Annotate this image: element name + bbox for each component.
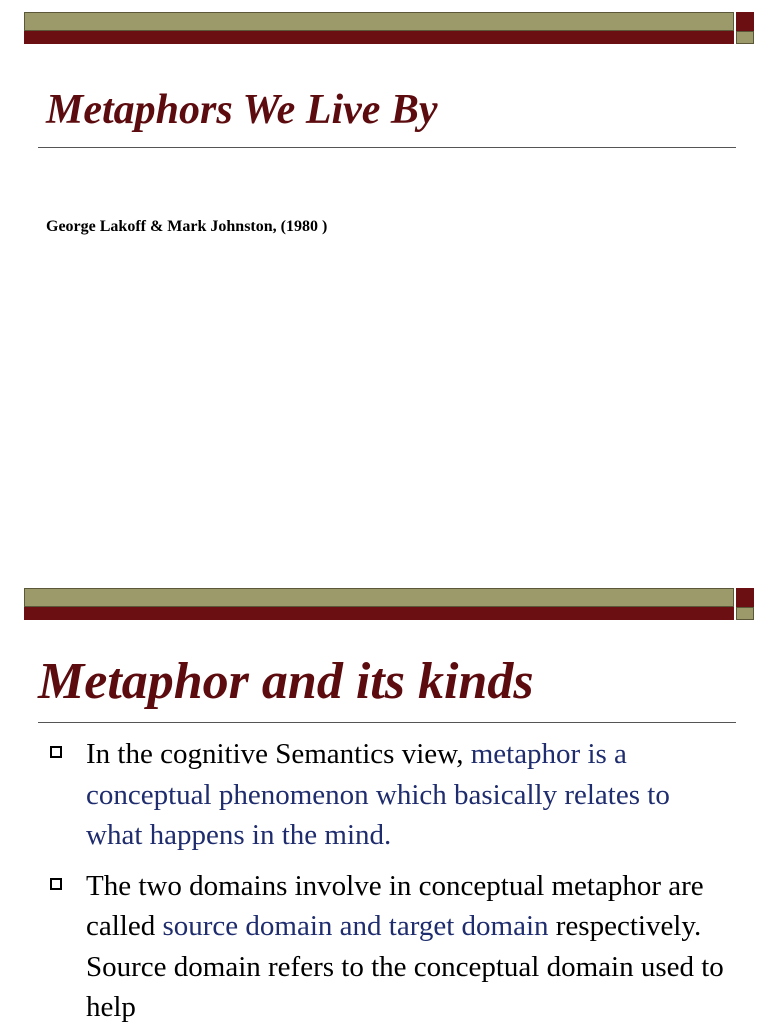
header-bar-maroon-stripe xyxy=(24,31,734,44)
header-corner-square-bottom xyxy=(736,607,754,620)
bullet-list xyxy=(46,734,726,1024)
slide-2 xyxy=(0,576,768,1024)
header-corner-square-top xyxy=(736,588,754,607)
title-divider xyxy=(38,147,736,148)
header-bar-maroon-stripe xyxy=(24,607,734,620)
header-bar-olive-stripe xyxy=(24,588,734,607)
slide-title: Metaphors We Live By xyxy=(46,87,438,133)
square-bullet-icon xyxy=(50,878,62,890)
bullet-text: In the cognitive Semantics view, xyxy=(86,738,471,770)
header-bar xyxy=(24,588,754,620)
bullet-text-highlight: source domain and target domain xyxy=(162,910,549,942)
header-corner-square-bottom xyxy=(736,31,754,44)
header-bar xyxy=(24,12,754,44)
bullet-item xyxy=(46,866,726,1024)
header-corner-square-top xyxy=(736,12,754,31)
bullet-text: The two domains involve in conceptual metaphor are called xyxy=(86,869,704,942)
header-bar-olive-stripe xyxy=(24,12,734,31)
bullet-text: respectively. Source domain refers to the conceptual domain used to help xyxy=(86,910,724,1023)
slide-subtitle: George Lakoff & Mark Johnston, (1980 ) xyxy=(46,218,328,235)
bullet-text-highlight: metaphor is a conceptual phenomenon which basically relates to what happens in the mind. xyxy=(86,738,670,851)
title-divider xyxy=(38,722,736,723)
square-bullet-icon xyxy=(50,746,62,758)
slide-title: Metaphor and its kinds xyxy=(38,653,534,710)
bullet-item xyxy=(46,734,726,856)
